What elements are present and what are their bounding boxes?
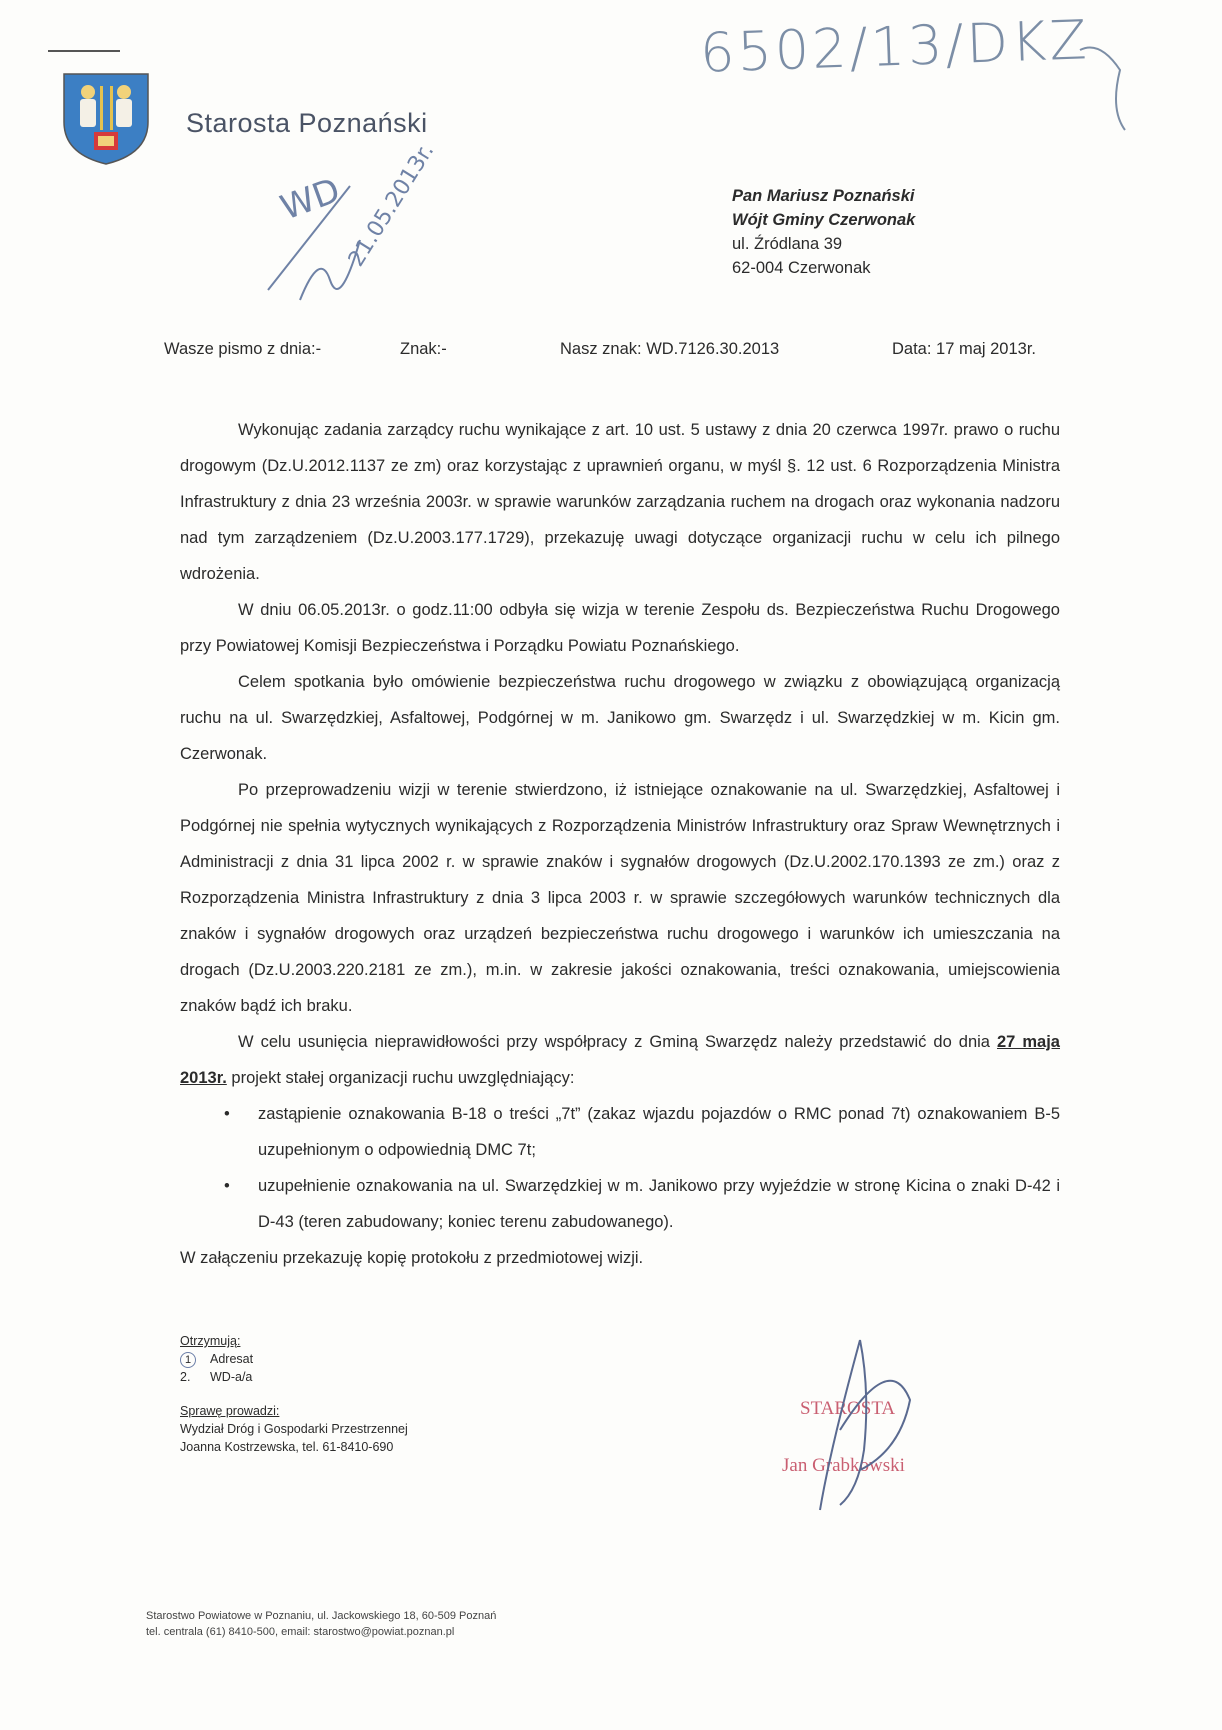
- svg-text:WD: WD: [275, 170, 346, 229]
- recipient-number: 1: [180, 1352, 196, 1368]
- recipient-item: [180, 1368, 253, 1386]
- recipients-block: [180, 1332, 253, 1386]
- ref-your-letter: Wasze pismo z dnia:-: [164, 340, 322, 358]
- list-item: [180, 1096, 1060, 1168]
- deadline-outro: projekt stałej organizacji ruchu uwzględniający:: [231, 1069, 575, 1087]
- deadline-date: 27 maja 2013r.: [180, 1033, 1060, 1087]
- footer-contact: tel. centrala (61) 8410-500, email: starostwo@powiat.poznan.pl: [146, 1626, 455, 1638]
- signature-icon: [800, 1330, 940, 1520]
- body-paragraph: W dniu 06.05.2013r. o godz.11:00 odbyła się wizja w terenie Zespołu ds. Bezpieczeństwa Ruchu Drogowego przy Powiatowej Komisji Bezpieczeństwa i Porządku Powiatu Poznańskiego.: [180, 601, 1060, 655]
- addressee-block: [732, 184, 915, 280]
- handled-by-person: Joanna Kostrzewska, tel. 61-8410-690: [180, 1440, 394, 1454]
- requirements-list: [180, 1096, 1060, 1240]
- addressee-street: ul. Źródlana 39: [732, 235, 843, 253]
- recipient-item: [180, 1350, 253, 1368]
- footer-address: Starostwo Powiatowe w Poznaniu, ul. Jackowskiego 18, 60-509 Poznań: [146, 1610, 497, 1622]
- bullet-icon: •: [224, 1177, 230, 1195]
- bullet-icon: •: [224, 1105, 230, 1123]
- list-item-text: zastąpienie oznakowania B-18 o treści „7t” (zakaz wjazdu pojazdów o RMC ponad 7t) oznakowaniem B-5 uzupełnionym o odpowiednią DMC 7t;: [258, 1105, 1060, 1159]
- stamp-name: Jan Grabkowski: [782, 1455, 905, 1476]
- body-paragraph: Po przeprowadzeniu wizji w terenie stwierdzono, iż istniejące oznakowanie na ul. Swarzędzkiej, Asfaltowej i Podgórnej nie spełnia wytycznych wynikających z Rozporządzenia Ministrów Infrastruktury oraz Spraw Wewnętrznych i Administracji z dnia 31 lipca 2002 r. w sprawie znaków i sygnałów drogowych (Dz.U.2002.170.1393 ze zm.) oraz z Rozporządzenia Ministra Infrastruktury z dnia 3 lipca 2003 r. w sprawie szczegółowych warunków technicznych dla znaków i sygnałów drogowych oraz urządzeń bezpieczeństwa ruchu drogowego i warunków ich umieszczania na drogach (Dz.U.2003.220.2181 ze zm.), m.in. w zakresie jakości oznakowania, treści oznakowania, umiejscowienia znaków bądź ich braku.: [180, 781, 1060, 1015]
- addressee-title: Wójt Gminy Czerwonak: [732, 211, 916, 229]
- ref-date: Data: 17 maj 2013r.: [892, 340, 1037, 358]
- closing-sentence: W załączeniu przekazuję kopię protokołu z przedmiotowej wizji.: [180, 1249, 644, 1267]
- ref-our-ref: Nasz znak: WD.7126.30.2013: [560, 340, 780, 358]
- handwritten-registry-number: 6502/13/DKZ: [699, 8, 1091, 85]
- list-item: [180, 1168, 1060, 1240]
- ref-your-ref: Znak:-: [400, 340, 447, 358]
- handled-by-heading: Sprawę prowadzi:: [180, 1404, 280, 1418]
- stamp-title: STAROSTA: [800, 1398, 896, 1419]
- recipient-number: 2.: [180, 1370, 191, 1384]
- addressee-name: Pan Mariusz Poznański: [732, 187, 915, 205]
- recipient-label: Adresat: [210, 1352, 254, 1366]
- footer: [146, 1608, 496, 1640]
- recipient-label: WD-a/a: [210, 1370, 253, 1384]
- deadline-intro: W celu usunięcia nieprawidłowości przy współpracy z Gminą Swarzędz należy przedstawić do dnia: [238, 1033, 990, 1051]
- handled-by-dept: Wydział Dróg i Gospodarki Przestrzennej: [180, 1422, 408, 1436]
- handled-by-block: [180, 1402, 408, 1456]
- body-paragraph: Celem spotkania było omówienie bezpieczeństwa ruchu drogowego w związku z obowiązującą organizacją ruchu na ul. Swarzędzkiej, Asfaltowej, Podgórnej w m. Janikowo gm. Swarzędz i ul. Swarzędzkiej w m. Kicin gm. Czerwonak.: [180, 673, 1060, 763]
- office-name: Starosta Poznański: [186, 108, 428, 138]
- svg-text:21.05.2013r.: 21.05.2013r.: [343, 139, 440, 272]
- recipients-heading: Otrzymują:: [180, 1334, 241, 1348]
- list-item-text: uzupełnienie oznakowania na ul. Swarzędzkiej w m. Janikowo przy wyjeździe w stronę Kicina o znaki D-42 i D-43 (teren zabudowany; koniec terenu zabudowanego).: [258, 1177, 1060, 1231]
- addressee-city: 62-004 Czerwonak: [732, 259, 871, 277]
- body-paragraph: Wykonując zadania zarządcy ruchu wynikające z art. 10 ust. 5 ustawy z dnia 20 czerwca 1997r. prawo o ruchu drogowym (Dz.U.2012.1137 ze zm) oraz korzystając z uprawnień organu, w myśl §. 12 ust. 6 Rozporządzenia Ministra Infrastruktury z dnia 23 września 2003r. w sprawie warunków zarządzania ruchem na drogach oraz wykonania nadzoru nad tym zarządzeniem (Dz.U.2003.177.1729), przekazuję uwagi dotyczące organizacji ruchu w celu ich pilnego wdrożenia.: [180, 421, 1060, 583]
- body-paragraph-deadline: [180, 1024, 1060, 1096]
- letter-body: [180, 412, 1060, 1276]
